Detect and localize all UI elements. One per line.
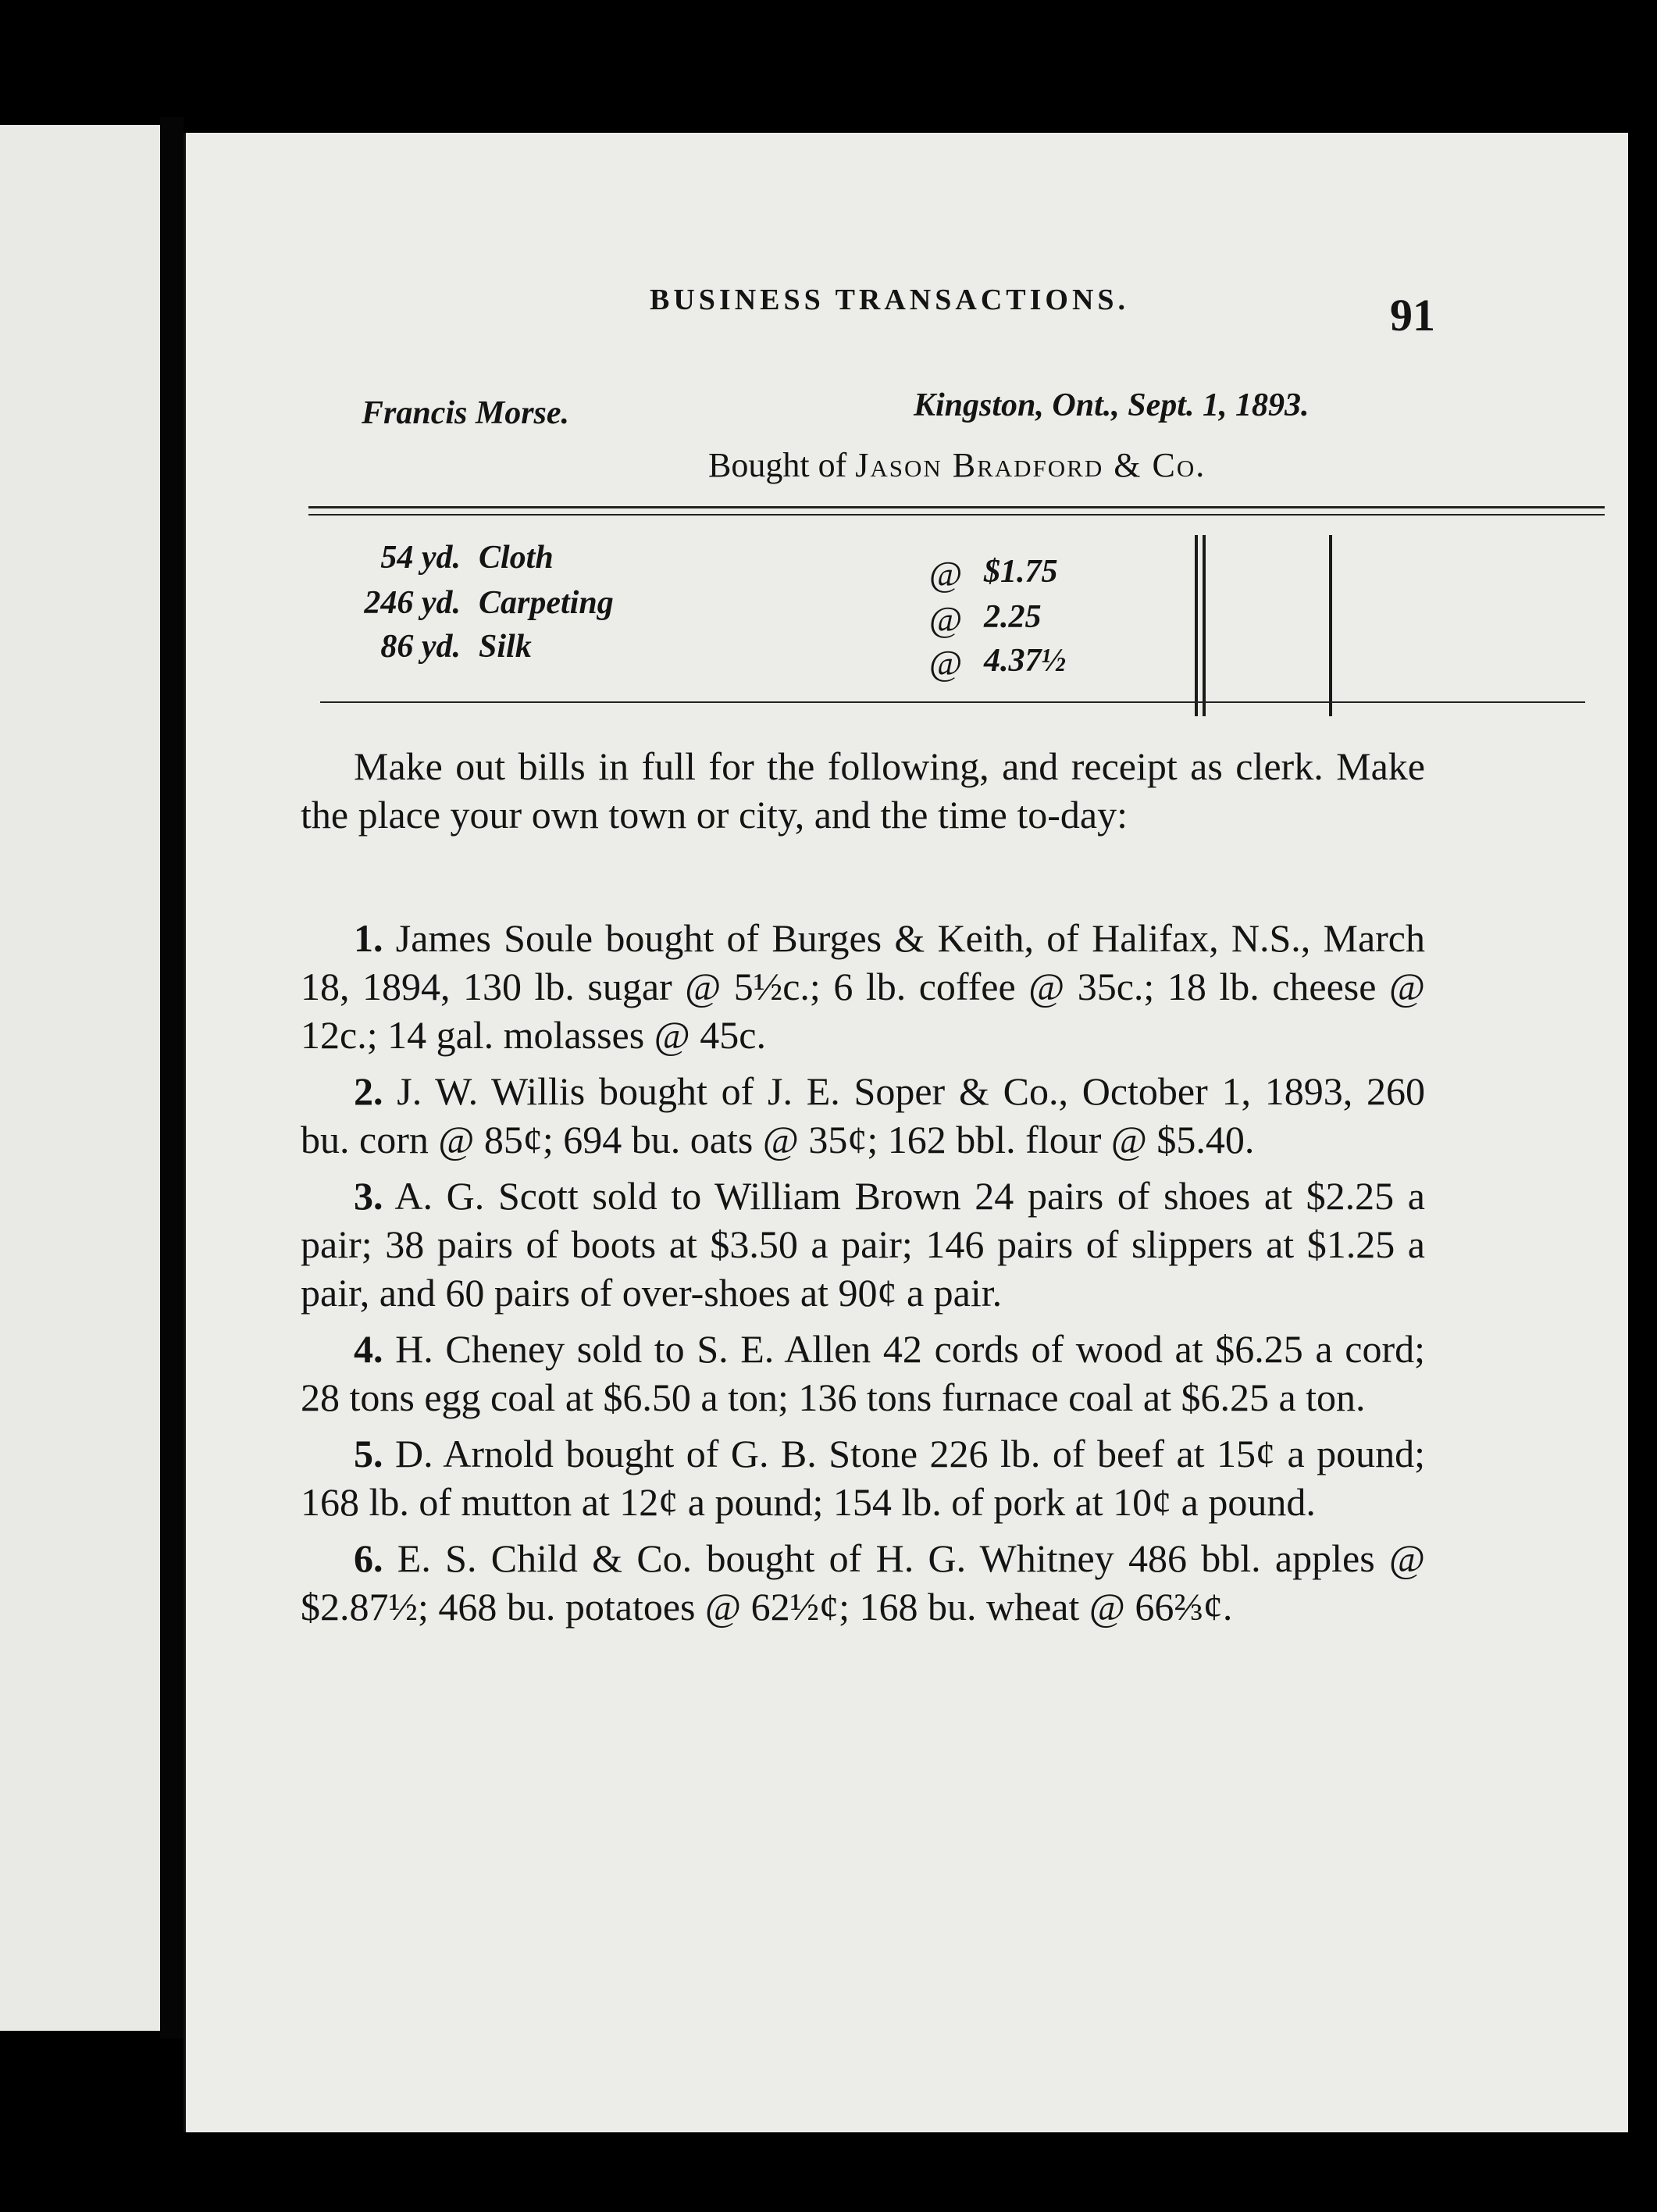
bill-at-sign: @ (929, 554, 963, 594)
bill-at-sign: @ (929, 643, 963, 683)
bill-top-rule-2 (308, 514, 1605, 516)
bill-qty: 246 yd. (364, 585, 461, 621)
bill-qty: 54 yd. (380, 540, 461, 576)
problem-item (301, 1429, 1425, 1526)
bought-of-prefix: Bought of (708, 446, 847, 484)
bill-price: 4.37½ (984, 643, 1066, 679)
bill-item: Silk (479, 629, 532, 665)
column-rule (1329, 535, 1332, 716)
column-rule (1195, 535, 1198, 716)
problem-item (301, 1172, 1425, 1317)
problem-number: 6. (354, 1536, 383, 1580)
problem-list (301, 914, 1425, 1639)
problem-item (301, 1067, 1425, 1164)
bill-date-line: Kingston, Ont., Sept. 1, 1893. (914, 387, 1310, 423)
bill-row (308, 584, 1058, 639)
bill-bought-of (708, 445, 1206, 485)
problem-number: 1. (354, 916, 383, 960)
running-head: BUSINESS TRANSACTIONS. (650, 284, 1130, 316)
instructions-paragraph: Make out bills in full for the following, and receipt as clerk. Make the place your own town or city, and the time to-day: (301, 744, 1425, 837)
problem-text: H. Cheney sold to S. E. Allen 42 cords of wood at $6.25 a cord; 28 tons egg coal at $6.50 a ton; 136 tons furnace coal at $6.25 a ton. (301, 1327, 1425, 1419)
bill-item: Cloth (479, 540, 554, 576)
problem-text: A. G. Scott sold to William Brown 24 pairs of shoes at $2.25 a pair; 38 pairs of boots at $3.50 a pair; 146 pairs of slippers at $1.25 a pair, and 60 pairs of over-shoes at 90¢ a pair. (301, 1174, 1425, 1315)
seller-name: Jason Bradford & Co. (855, 446, 1206, 484)
bill-buyer: Francis Morse. (362, 395, 570, 431)
bill-price: 2.25 (984, 599, 1042, 635)
problem-text: D. Arnold bought of G. B. Stone 226 lb. of beef at 15¢ a pound; 168 lb. of mutton at 12¢ a pound; 154 lb. of pork at 10¢ a pound. (301, 1432, 1426, 1524)
problem-text: J. W. Willis bought of J. E. Soper & Co., October 1, 1893, 260 bu. corn @ 85¢; 694 bu. oats @ 35¢; 162 bbl. flour @ $5.40. (301, 1069, 1426, 1161)
column-rule (1203, 535, 1206, 716)
book-gutter (160, 117, 184, 2039)
problem-number: 3. (354, 1174, 383, 1218)
problem-item (301, 914, 1425, 1059)
bill-bottom-rule (320, 701, 1585, 703)
page-number: 91 (1390, 290, 1435, 341)
bill-row (308, 539, 1058, 594)
problem-item (301, 1325, 1425, 1422)
bill-top-rule-1 (308, 506, 1605, 508)
facing-page-edge (0, 125, 160, 2031)
problem-text: James Soule bought of Burges & Keith, of Halifax, N.S., March 18, 1894, 130 lb. sugar @ 5½c.; 6 lb. coffee @ 35c.; 18 lb. cheese @ 12c.; 14 gal. molasses @ 45c. (301, 916, 1425, 1057)
problem-number: 5. (354, 1432, 383, 1475)
bill-qty: 86 yd. (380, 629, 461, 665)
bill-price: $1.75 (984, 554, 1058, 590)
problem-item (301, 1534, 1425, 1631)
problem-number: 4. (354, 1327, 383, 1371)
bill-row (308, 628, 1066, 683)
page-left-edge (184, 133, 186, 2132)
bill-item: Carpeting (479, 585, 614, 621)
bill-at-sign: @ (929, 599, 963, 639)
book-page (184, 133, 1628, 2132)
problem-number: 2. (354, 1069, 383, 1113)
problem-text: E. S. Child & Co. bought of H. G. Whitney 486 bbl. apples @ $2.87½; 468 bu. potatoes @ 62½¢; 168 bu. wheat @ 66⅔¢. (301, 1536, 1426, 1629)
bill-items-table (308, 539, 1066, 683)
